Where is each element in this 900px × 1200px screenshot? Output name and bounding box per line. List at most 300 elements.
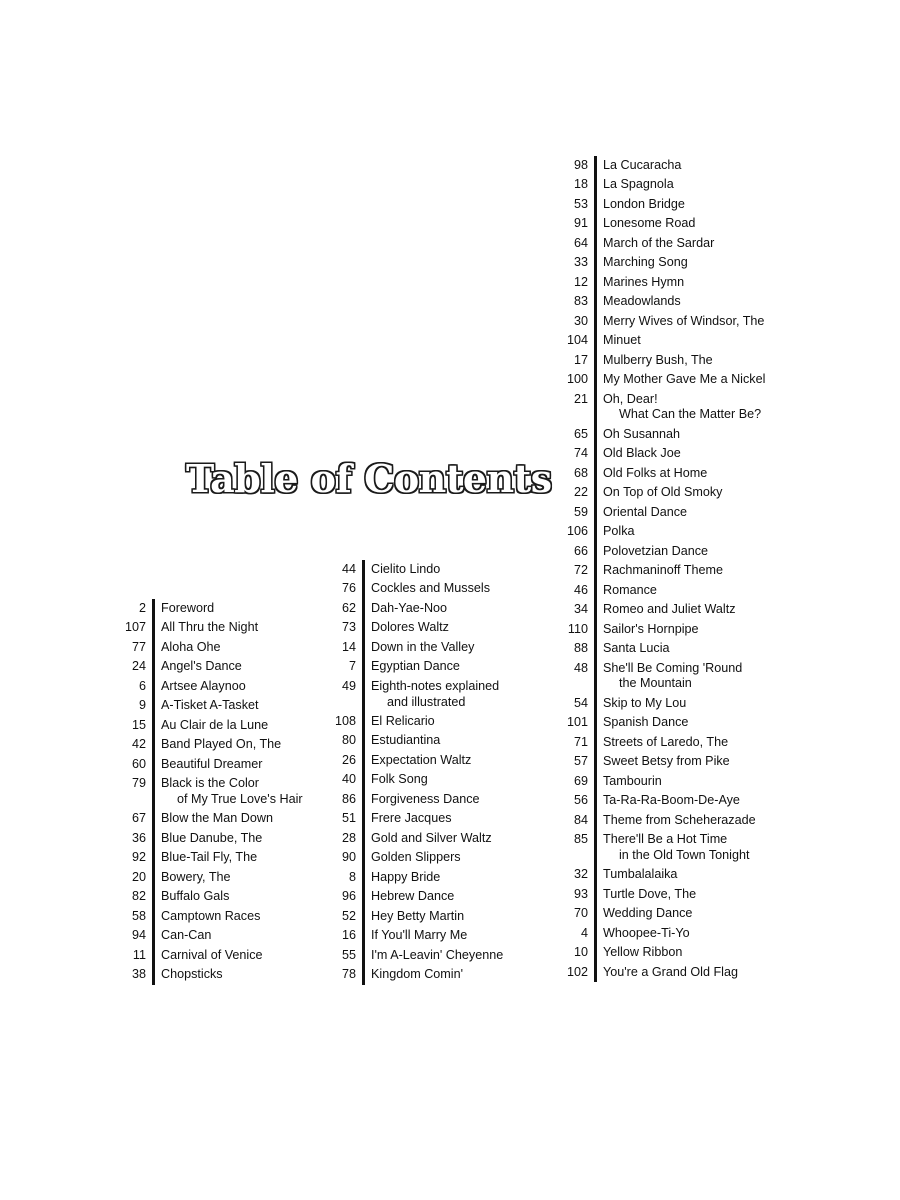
entry-title <box>146 601 214 617</box>
entry-title-continuation: and illustrated <box>387 694 466 709</box>
entry-title <box>146 967 223 983</box>
entry-title <box>356 850 461 866</box>
entry-title <box>588 774 662 790</box>
entry-title-line: On Top of Old Smoky <box>603 485 723 500</box>
entry-title <box>588 372 765 388</box>
column-rule <box>152 599 155 985</box>
toc-entry <box>554 694 794 713</box>
toc-entry <box>554 963 794 982</box>
page-number: 71 <box>573 734 588 749</box>
page-number: 70 <box>573 906 588 921</box>
toc-entry <box>554 811 794 830</box>
entry-title <box>588 602 736 618</box>
toc-entry <box>554 331 794 350</box>
entry-title <box>356 967 463 983</box>
entry-title <box>356 792 480 808</box>
toc-entry <box>326 848 546 867</box>
entry-title <box>588 275 684 291</box>
toc-entry <box>554 865 794 884</box>
toc-entry <box>108 599 328 618</box>
entry-title-line: Gold and Silver Waltz <box>371 830 492 845</box>
entry-title <box>356 679 499 710</box>
toc-column-1 <box>108 599 328 985</box>
entry-title <box>356 581 490 597</box>
entry-title <box>588 158 681 174</box>
page-number: 101 <box>566 715 588 730</box>
entry-title <box>356 714 435 730</box>
toc-entry <box>554 522 794 541</box>
page-number: 36 <box>131 830 146 845</box>
entry-title <box>356 601 447 617</box>
entry-title-line: Folk Song <box>371 772 428 787</box>
page-number: 79 <box>131 776 146 791</box>
entry-title-line: Romeo and Juliet Waltz <box>603 602 736 617</box>
page-number: 57 <box>573 754 588 769</box>
entry-title-line: Hebrew Dance <box>371 889 455 904</box>
entry-title <box>146 889 229 905</box>
entry-title-line: Polka <box>603 524 635 539</box>
entry-title-line: Estudiantina <box>371 733 441 748</box>
page-number: 78 <box>341 967 356 982</box>
toc-entry <box>108 755 328 774</box>
entry-title <box>588 641 670 657</box>
toc-entry <box>554 312 794 331</box>
page-number: 24 <box>131 659 146 674</box>
entry-title <box>356 733 440 749</box>
page-number: 54 <box>573 695 588 710</box>
toc-entry <box>326 599 546 618</box>
toc-entry <box>554 425 794 444</box>
entry-title-line: Marines Hymn <box>603 274 685 289</box>
page-number: 44 <box>341 562 356 576</box>
entry-title-line: Camptown Races <box>161 908 261 923</box>
entry-title <box>146 928 211 944</box>
page-number: 48 <box>573 660 588 675</box>
entry-title <box>588 754 730 770</box>
toc-entry <box>108 868 328 887</box>
page-number: 52 <box>341 908 356 923</box>
toc-entry <box>326 560 546 579</box>
entry-title-line: Expectation Waltz <box>371 752 472 767</box>
entry-title-line: Happy Bride <box>371 869 441 884</box>
page-number: 55 <box>341 947 356 962</box>
entry-title-line: Theme from Scheherazade <box>603 812 756 827</box>
toc-entry <box>326 770 546 789</box>
toc-entry <box>326 790 546 809</box>
entry-title-line: Kingdom Comin' <box>371 967 463 982</box>
entry-title-line: Whoopee-Ti-Yo <box>603 925 690 940</box>
entry-title-line: Dolores Waltz <box>371 620 449 635</box>
toc-entry <box>108 926 328 945</box>
page-number: 42 <box>131 737 146 752</box>
page-number: 106 <box>566 524 588 539</box>
toc-column-3 <box>554 156 794 982</box>
toc-entry <box>326 731 546 750</box>
toc-entry <box>326 926 546 945</box>
toc-entry <box>554 292 794 311</box>
entry-title-line: Down in the Valley <box>371 639 475 654</box>
toc-entry <box>554 885 794 904</box>
entry-title-line: La Spagnola <box>603 177 674 192</box>
entry-title-line: Can-Can <box>161 928 212 943</box>
toc-entry <box>326 809 546 828</box>
toc-entry <box>554 351 794 370</box>
entry-title-line: Artsee Alaynoo <box>161 678 246 693</box>
toc-entry <box>554 234 794 253</box>
page-number: 46 <box>573 582 588 597</box>
page-number: 64 <box>573 235 588 250</box>
toc-entry <box>108 735 328 754</box>
toc-entry <box>554 175 794 194</box>
page-number: 2 <box>138 601 146 615</box>
entry-title <box>356 870 440 886</box>
toc-column-2 <box>326 560 546 985</box>
page-number: 110 <box>567 621 588 636</box>
entry-title-line: You're a Grand Old Flag <box>603 964 738 979</box>
page-number: 100 <box>566 372 588 387</box>
entry-title-line: Rachmaninoff Theme <box>603 563 723 578</box>
toc-entry <box>554 483 794 502</box>
toc-entry <box>326 712 546 731</box>
page-number: 32 <box>573 867 588 882</box>
entry-title <box>356 831 492 847</box>
entry-title-line: La Cucaracha <box>603 158 682 172</box>
entry-title-line: Dah-Yae-Noo <box>371 600 448 615</box>
entry-title-line: Spanish Dance <box>603 715 689 730</box>
toc-entry <box>326 751 546 770</box>
toc-entry <box>554 464 794 483</box>
entry-title <box>146 737 281 753</box>
entry-title <box>588 906 692 922</box>
toc-entry <box>326 887 546 906</box>
entry-title-continuation: in the Old Town Tonight <box>619 847 750 862</box>
entry-title <box>588 485 722 501</box>
entry-title <box>146 850 257 866</box>
entry-title <box>588 446 681 462</box>
entry-title <box>356 928 467 944</box>
toc-entry <box>554 791 794 810</box>
page-number: 68 <box>573 465 588 480</box>
page-number: 9 <box>138 698 146 713</box>
entry-title-line: Tumbalalaika <box>603 867 678 882</box>
entry-title-line: Blue Danube, The <box>161 830 263 845</box>
entry-title-line: Eighth-notes explained <box>371 678 500 693</box>
page-number: 73 <box>341 620 356 635</box>
entry-title-line: Au Clair de la Lune <box>161 717 269 732</box>
toc-entry <box>554 639 794 658</box>
toc-entry <box>326 829 546 848</box>
entry-title-line: Lonesome Road <box>603 216 696 231</box>
entry-title-line: Santa Lucia <box>603 641 670 656</box>
entry-title-line: Blue-Tail Fly, The <box>161 850 258 865</box>
entry-title-line: Blow the Man Down <box>161 811 273 826</box>
entry-title <box>588 813 756 829</box>
page-number: 21 <box>573 391 588 406</box>
toc-entry <box>554 561 794 580</box>
entry-title <box>588 294 681 310</box>
toc-entry <box>108 638 328 657</box>
toc-entry <box>326 579 546 598</box>
page-number: 85 <box>573 832 588 847</box>
page-number: 92 <box>131 850 146 865</box>
toc-entry <box>554 503 794 522</box>
entry-title <box>146 679 246 695</box>
entry-title-line: Ta-Ra-Ra-Boom-De-Aye <box>603 793 740 808</box>
toc-entry <box>554 830 794 865</box>
page-number: 98 <box>573 158 588 172</box>
entry-title <box>146 909 260 925</box>
entry-title <box>588 353 713 369</box>
entry-title-line: Band Played On, The <box>161 737 282 752</box>
toc-entry <box>554 253 794 272</box>
entry-title <box>588 965 738 981</box>
page-number: 34 <box>573 602 588 617</box>
entry-title-line: Oh, Dear! <box>603 391 658 406</box>
page-number: 93 <box>573 886 588 901</box>
page-number: 83 <box>573 294 588 309</box>
entry-title <box>356 909 464 925</box>
toc-entry <box>108 618 328 637</box>
entry-title-line: London Bridge <box>603 196 685 211</box>
entry-title-line: She'll Be Coming 'Round <box>603 660 743 675</box>
toc-entry <box>108 965 328 984</box>
toc-entry <box>554 659 794 694</box>
entry-title <box>146 870 231 886</box>
page-number: 59 <box>573 504 588 519</box>
entry-title <box>356 811 452 827</box>
entry-title-line: Turtle Dove, The <box>603 886 697 901</box>
entry-title <box>146 948 263 964</box>
entry-title <box>356 889 454 905</box>
entry-title-line: Sailor's Hornpipe <box>603 621 699 636</box>
entry-title-line: Carnival of Venice <box>161 947 263 962</box>
page-number: 86 <box>341 791 356 806</box>
toc-entry <box>554 156 794 175</box>
entry-title <box>588 887 696 903</box>
column-rule <box>594 156 597 982</box>
toc-entry <box>108 716 328 735</box>
page-number: 67 <box>131 811 146 826</box>
entry-title-line: A-Tisket A-Tasket <box>161 698 259 713</box>
toc-entry <box>108 677 328 696</box>
entry-title <box>146 640 221 656</box>
toc-entry <box>108 907 328 926</box>
toc-entry <box>554 195 794 214</box>
entry-title-line: My Mother Gave Me a Nickel <box>603 372 766 387</box>
entry-title-line: Minuet <box>603 333 641 348</box>
page-number: 49 <box>341 678 356 693</box>
toc-entry <box>108 848 328 867</box>
page-number: 90 <box>341 850 356 865</box>
entry-title <box>146 831 262 847</box>
entry-title-continuation: What Can the Matter Be? <box>619 407 762 422</box>
page-number: 18 <box>573 177 588 192</box>
entry-title-line: Mulberry Bush, The <box>603 352 713 367</box>
page-number: 14 <box>341 639 356 654</box>
entry-title-line: El Relicario <box>371 713 435 728</box>
page-number: 30 <box>573 313 588 328</box>
page-number: 82 <box>131 889 146 904</box>
page-number: 40 <box>341 772 356 787</box>
entry-title <box>588 392 761 423</box>
entry-title-line: Bowery, The <box>161 869 231 884</box>
toc-entry <box>554 370 794 389</box>
entry-title-continuation: of My True Love's Hair <box>177 791 303 806</box>
entry-title-line: There'll Be a Hot Time <box>603 832 728 847</box>
toc-entry <box>108 809 328 828</box>
page-number: 91 <box>573 216 588 231</box>
toc-entry <box>326 677 546 712</box>
column-rule <box>362 560 365 985</box>
page-number: 53 <box>573 196 588 211</box>
entry-title <box>588 314 764 330</box>
entry-title-line: Wedding Dance <box>603 906 693 921</box>
entry-title-line: Beautiful Dreamer <box>161 756 263 771</box>
entry-title <box>356 562 440 578</box>
entry-title <box>588 505 687 521</box>
entry-title <box>146 620 258 636</box>
entry-title-line: Buffalo Gals <box>161 889 230 904</box>
page-number: 84 <box>573 812 588 827</box>
entry-title-line: Foreword <box>161 601 215 615</box>
page-number: 33 <box>573 255 588 270</box>
entry-title-line: Cockles and Mussels <box>371 581 490 596</box>
entry-title-line: Forgiveness Dance <box>371 791 480 806</box>
entry-title-line: Oriental Dance <box>603 504 687 519</box>
page-number: 102 <box>566 964 588 979</box>
entry-title-line: Black is the Color <box>161 776 259 791</box>
page-number: 20 <box>131 869 146 884</box>
entry-title <box>588 177 674 193</box>
entry-title <box>146 776 303 807</box>
page-number: 16 <box>341 928 356 943</box>
entry-title <box>588 867 677 883</box>
page-number: 15 <box>131 717 146 732</box>
toc-entry <box>554 390 794 425</box>
entry-title-line: Sweet Betsy from Pike <box>603 754 730 769</box>
page-number: 60 <box>131 756 146 771</box>
toc-entry <box>554 733 794 752</box>
toc-entry <box>554 943 794 962</box>
entry-title <box>146 698 259 714</box>
entry-title-line: Merry Wives of Windsor, The <box>603 313 765 328</box>
entry-title <box>588 661 742 692</box>
page-number: 96 <box>341 889 356 904</box>
toc-entry <box>326 907 546 926</box>
entry-title <box>588 427 680 443</box>
entry-title <box>588 255 688 271</box>
entry-title-line: Frere Jacques <box>371 811 452 826</box>
toc-entry <box>326 638 546 657</box>
entry-title <box>356 772 428 788</box>
page-number: 4 <box>580 925 588 940</box>
toc-entry <box>554 444 794 463</box>
entry-title-line: Old Black Joe <box>603 446 681 461</box>
toc-entry <box>554 904 794 923</box>
toc-entry <box>554 273 794 292</box>
entry-title-line: Chopsticks <box>161 967 223 982</box>
page-number: 12 <box>573 274 588 289</box>
page-number: 65 <box>573 426 588 441</box>
entry-title-line: Hey Betty Martin <box>371 908 465 923</box>
page-number: 28 <box>341 830 356 845</box>
page-number: 104 <box>566 333 588 348</box>
entry-title-line: I'm A-Leavin' Cheyenne <box>371 947 504 962</box>
page-number: 58 <box>131 908 146 923</box>
entry-title-line: Meadowlands <box>603 294 681 309</box>
toc-entry <box>108 774 328 809</box>
toc-entry <box>326 946 546 965</box>
entry-title-continuation: the Mountain <box>619 676 692 691</box>
page-number: 6 <box>138 678 146 693</box>
entry-title <box>588 945 682 961</box>
page-number: 62 <box>341 600 356 615</box>
page-number: 10 <box>573 945 588 960</box>
entry-title <box>356 620 449 636</box>
page-number: 66 <box>573 543 588 558</box>
entry-title-line: Oh Susannah <box>603 426 681 441</box>
toc-entry <box>108 887 328 906</box>
page-title: Table of Contents <box>186 456 552 501</box>
entry-title-line: Angel's Dance <box>161 659 242 674</box>
toc-entry <box>554 600 794 619</box>
page-number: 7 <box>348 659 356 674</box>
entry-title <box>588 735 728 751</box>
entry-title-line: Aloha Ohe <box>161 639 221 654</box>
entry-title-line: Golden Slippers <box>371 850 461 865</box>
entry-title-line: All Thru the Night <box>161 620 259 635</box>
entry-title-line: Yellow Ribbon <box>603 945 683 960</box>
toc-entry <box>326 868 546 887</box>
entry-title <box>146 811 273 827</box>
toc-entry <box>554 581 794 600</box>
page-number: 69 <box>573 773 588 788</box>
page-number: 80 <box>341 733 356 748</box>
entry-title-line: Tambourin <box>603 773 662 788</box>
entry-title <box>588 622 699 638</box>
toc-entry <box>326 657 546 676</box>
page-number: 74 <box>573 446 588 461</box>
page-number: 11 <box>132 947 146 962</box>
entry-title <box>588 236 714 252</box>
entry-title <box>356 753 471 769</box>
toc-entry <box>554 713 794 732</box>
entry-title-line: Egyptian Dance <box>371 659 460 674</box>
entry-title <box>146 659 242 675</box>
entry-title <box>146 757 263 773</box>
page-number: 72 <box>573 563 588 578</box>
entry-title-line: March of the Sardar <box>603 235 715 250</box>
toc-entry <box>326 618 546 637</box>
page-number: 51 <box>341 811 356 826</box>
page-number: 17 <box>573 352 588 367</box>
entry-title <box>588 715 688 731</box>
page-number: 94 <box>131 928 146 943</box>
toc-entry <box>108 657 328 676</box>
toc-entry <box>108 946 328 965</box>
entry-title <box>588 563 723 579</box>
entry-title <box>588 793 740 809</box>
page-number: 88 <box>573 641 588 656</box>
entry-title-line: Cielito Lindo <box>371 562 441 576</box>
entry-title-line: Old Folks at Home <box>603 465 708 480</box>
page-number: 26 <box>341 752 356 767</box>
toc-entry <box>108 696 328 715</box>
page-number: 108 <box>334 713 356 728</box>
entry-title <box>356 948 503 964</box>
toc-entry <box>554 752 794 771</box>
entry-title <box>588 696 686 712</box>
